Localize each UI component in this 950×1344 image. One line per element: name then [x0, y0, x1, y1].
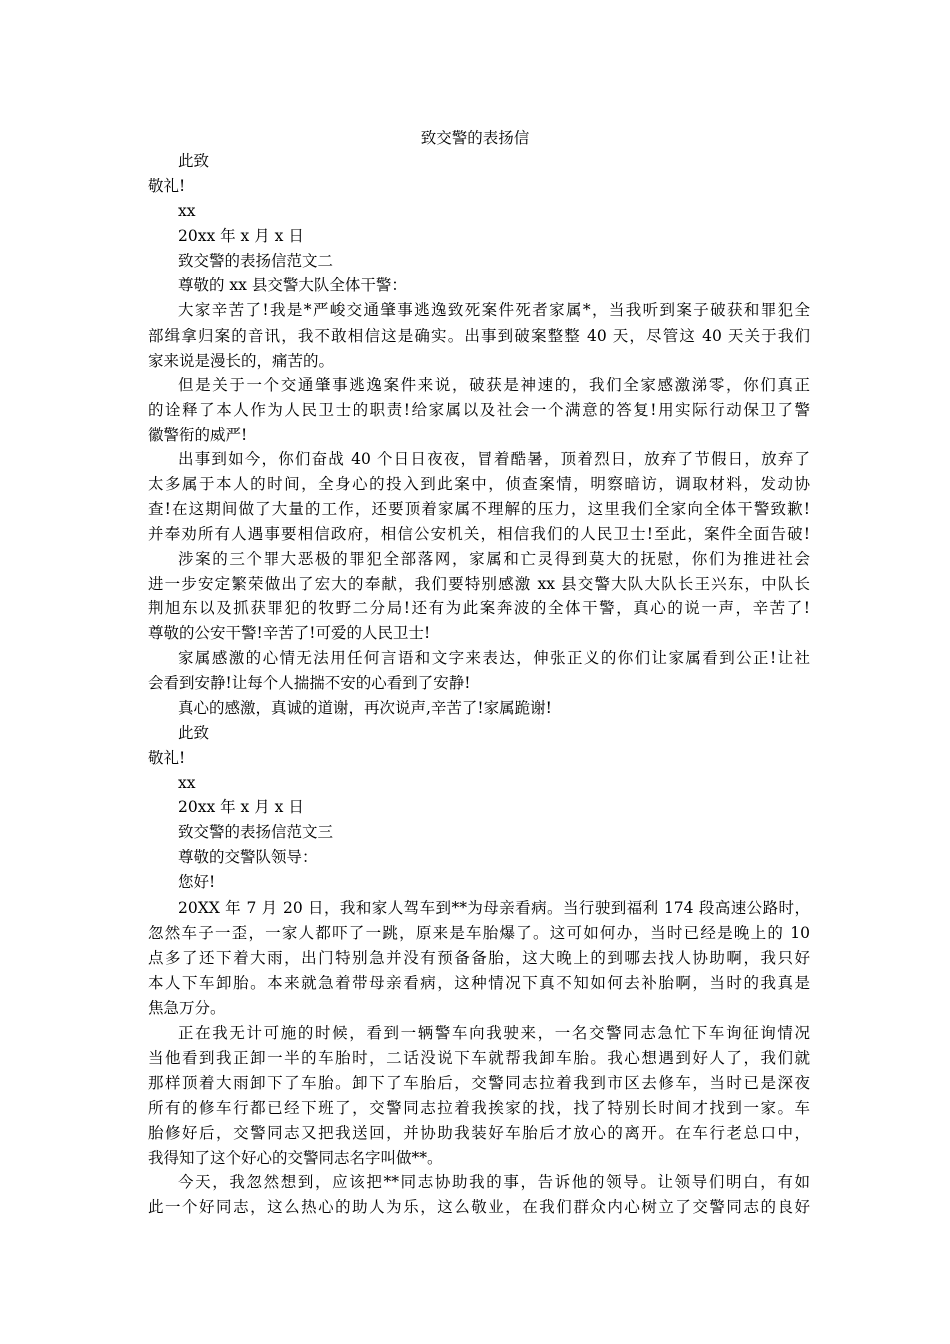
- body-line: 的诠释了本人作为人民卫士的职责!给家属以及社会一个满意的答复!用实际行动保卫了警: [148, 401, 810, 419]
- body-line: 部缉拿归案的音讯，我不敢相信这是确实。出事到破案整整 40 天，尽管这 40 天关于我们: [148, 327, 810, 345]
- body-line: 胎修好后，交警同志又把我送回，并协助我装好车胎后才放心的离开。在车行老总口中，: [148, 1124, 810, 1142]
- body-line: xx: [178, 774, 196, 792]
- body-line: 那样顶着大雨卸下了车胎。卸下了车胎后，交警同志拉着我到市区去修车，当时已是深夜: [148, 1074, 810, 1092]
- body-line: xx: [178, 202, 196, 220]
- body-line: 家来说是漫长的，痛苦的。: [148, 352, 335, 370]
- body-line: 焦急万分。: [148, 999, 226, 1017]
- document-title: 致交警的表扬信: [420, 129, 530, 147]
- body-line: 本人下车卸胎。本来就急着带母亲看病，这种情况下真不知如何去补胎啊，当时的我真是: [148, 974, 810, 992]
- body-line: 查!在这期间做了大量的工作，还要顶着家属不理解的压力，这里我们全家向全体干警致歉!: [148, 500, 810, 518]
- body-line: 当他看到我正卸一半的车胎时，二话没说下车就帮我卸车胎。我心想遇到好人了，我们就: [148, 1049, 810, 1067]
- body-line: 我得知了这个好心的交警同志名字叫做**。: [148, 1149, 443, 1167]
- body-line: 徽警衔的威严!: [148, 426, 248, 444]
- body-line: 但是关于一个交通肇事逃逸案件来说，破获是神速的，我们全家感激涕零，你们真正: [178, 376, 810, 394]
- body-line: 所有的修车行都已经下班了，交警同志拉着我挨家的找，找了特别长时间才找到一家。车: [148, 1099, 810, 1117]
- body-line: 正在我无计可施的时候，看到一辆警车向我驶来，一名交警同志急忙下车询征询情况: [178, 1024, 810, 1042]
- body-line: 此致: [178, 724, 210, 742]
- body-line: 敬礼!: [148, 177, 186, 195]
- body-line: 致交警的表扬信范文二: [178, 252, 334, 270]
- body-line: 尊敬的交警队领导：: [178, 848, 318, 866]
- body-line: 20xx 年 x 月 x 日: [178, 227, 304, 245]
- body-line: 此一个好同志，这么热心的助人为乐，这么敬业，在我们群众内心树立了交警同志的良好: [148, 1198, 810, 1216]
- body-line: 今天，我忽然想到，应该把**同志协助我的事，告诉他的领导。让领导们明白，有如: [178, 1173, 810, 1191]
- body-line: 家属感激的心情无法用任何言语和文字来表达，伸张正义的你们让家属看到公正!让社: [178, 649, 810, 667]
- body-line: 尊敬的 xx 县交警大队全体干警：: [178, 276, 407, 294]
- body-line: 太多属于本人的时间，全身心的投入到此案中，侦查案情，明察暗访，调取材料，发动协: [148, 475, 810, 493]
- body-line: 大家辛苦了!我是*严峻交通肇事逃逸致死案件死者家属*，当我听到案子破获和罪犯全: [178, 301, 810, 319]
- body-line: 并奉劝所有人遇事要相信政府，相信公安机关，相信我们的人民卫士!至此，案件全面告破!: [148, 525, 810, 543]
- body-line: 致交警的表扬信范文三: [178, 823, 334, 841]
- body-line: 20xx 年 x 月 x 日: [178, 798, 304, 816]
- body-line: 出事到如今，你们奋战 40 个日日夜夜，冒着酷暑，顶着烈日，放弃了节假日，放弃了: [178, 450, 810, 468]
- body-line: 点多了还下着大雨，出门特别急并没有预备备胎，这大晚上的到哪去找人协助啊，我只好: [148, 949, 810, 967]
- body-line: 进一步安定繁荣做出了宏大的奉献，我们要特别感激 xx 县交警大队大队长王兴东，中队长: [148, 575, 810, 593]
- body-line: 20XX 年 7 月 20 日，我和家人驾车到**为母亲看病。当行驶到福利 174 段高速公路时，: [178, 899, 810, 917]
- body-line: 真心的感激，真诚的道谢，再次说声,辛苦了!家属跪谢!: [178, 699, 552, 717]
- body-line: 荆旭东以及抓获罪犯的牧野二分局!还有为此案奔波的全体干警，真心的说一声，辛苦了!: [148, 599, 810, 617]
- body-line: 会看到安静!让每个人揣揣不安的心看到了安静!: [148, 674, 471, 692]
- body-line: 敬礼!: [148, 749, 186, 767]
- body-line: 尊敬的公安干警!辛苦了!可爱的人民卫士!: [148, 624, 431, 642]
- body-line: 此致: [178, 152, 210, 170]
- body-line: 忽然车子一歪，一家人都吓了一跳，原来是车胎爆了。这可如何办，当时已经是晚上的 10: [148, 924, 810, 942]
- body-line: 涉案的三个罪大恶极的罪犯全部落网，家属和亡灵得到莫大的抚慰，你们为推进社会: [178, 550, 810, 568]
- body-line: 您好!: [178, 873, 216, 891]
